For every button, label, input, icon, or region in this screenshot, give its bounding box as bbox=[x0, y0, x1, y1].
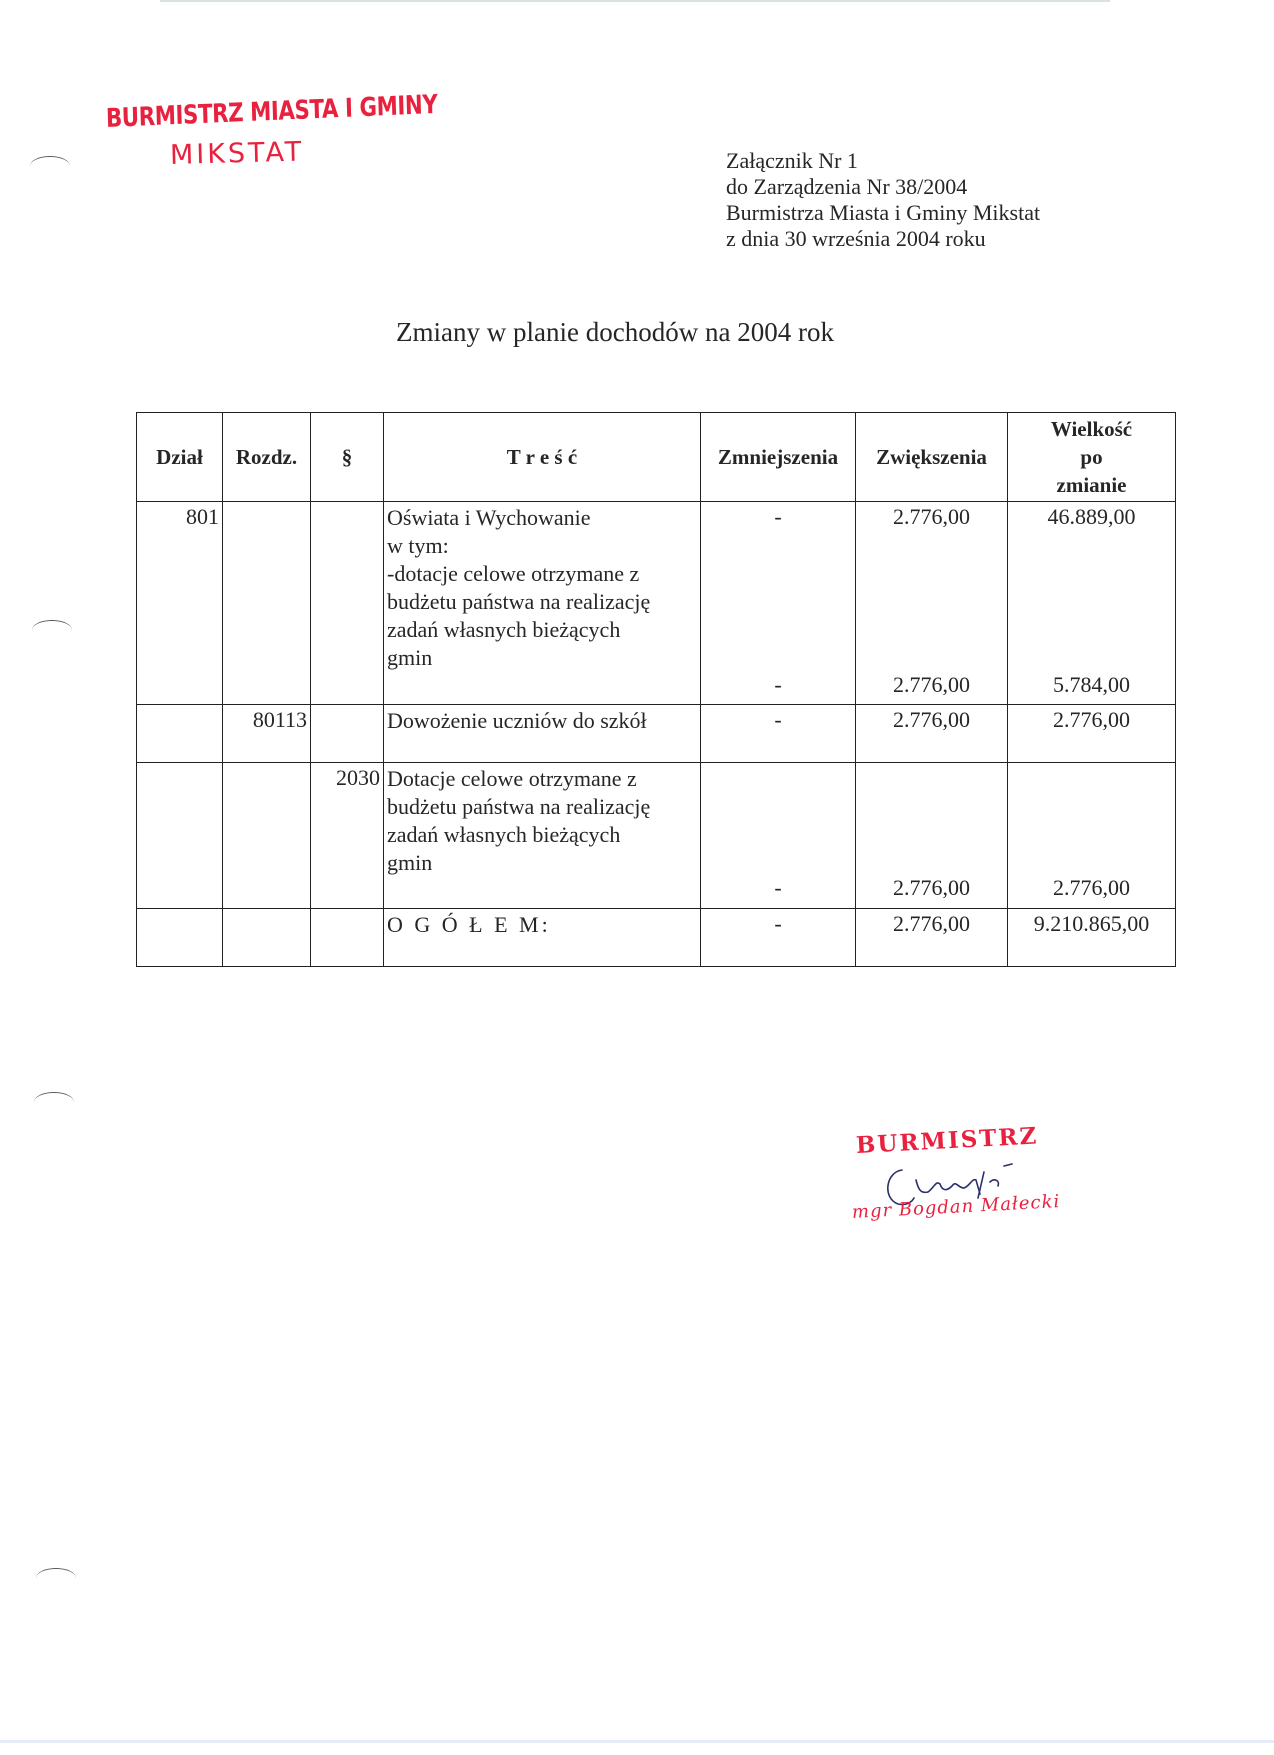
total-zmniejszenia: - bbox=[701, 909, 856, 967]
value: 2.776,00 bbox=[893, 875, 970, 900]
header-wielkosc-line-3: zmianie bbox=[1056, 473, 1127, 497]
cell-tresc: Dowożenie uczniów do szkół bbox=[384, 705, 701, 763]
tresc-line: zadań własnych bieżących bbox=[387, 617, 621, 642]
cell-rozdz bbox=[223, 763, 311, 909]
stamp-line-2: MIKSTAT bbox=[169, 136, 305, 171]
cell-wielkosc: 2.776,00 bbox=[1008, 705, 1176, 763]
header-wielkosc bbox=[1008, 413, 1176, 502]
punch-hole-mark bbox=[36, 1568, 76, 1588]
cell-tresc bbox=[384, 763, 701, 909]
signature-stamp-title: BURMISTRZ bbox=[855, 1122, 1039, 1159]
page-title: Zmiany w planie dochodów na 2004 rok bbox=[396, 317, 834, 347]
cell-zmniejszenia: - bbox=[701, 705, 856, 763]
cell-dzial bbox=[137, 705, 223, 763]
value: 2.776,00 bbox=[1053, 875, 1130, 900]
cell-dzial: 801 bbox=[137, 502, 223, 705]
header-zwiekszenia: Zwiększenia bbox=[856, 413, 1008, 502]
attachment-header bbox=[726, 148, 1040, 252]
value-top: 46.889,00 bbox=[1047, 504, 1136, 529]
table-header-row bbox=[137, 413, 1176, 502]
header-wielkosc-line-1: Wielkość bbox=[1050, 417, 1133, 441]
tresc-line: Dotacje celowe otrzymane z bbox=[387, 766, 637, 791]
header-line-4: z dnia 30 września 2004 roku bbox=[726, 226, 986, 251]
stamp-line-1: BURMISTRZ MIASTA I GMINY bbox=[105, 89, 438, 134]
cell-wielkosc bbox=[1008, 502, 1176, 705]
tresc-line: gmin bbox=[387, 850, 433, 875]
punch-hole-mark bbox=[32, 620, 72, 640]
total-wielkosc: 9.210.865,00 bbox=[1008, 909, 1176, 967]
cell-dzial bbox=[137, 909, 223, 967]
total-zwiekszenia: 2.776,00 bbox=[856, 909, 1008, 967]
table-row bbox=[137, 763, 1176, 909]
tresc-line: zadań własnych bieżących bbox=[387, 822, 621, 847]
mayor-office-stamp bbox=[105, 89, 438, 171]
cell-wielkosc bbox=[1008, 763, 1176, 909]
total-label: O G Ó Ł E M: bbox=[384, 909, 701, 967]
header-line-1: Załącznik Nr 1 bbox=[726, 148, 858, 173]
header-zmniejszenia: Zmniejszenia bbox=[701, 413, 856, 502]
header-dzial: Dział bbox=[137, 413, 223, 502]
header-line-2: do Zarządzenia Nr 38/2004 bbox=[726, 174, 968, 199]
tresc-line: Oświata i Wychowanie bbox=[387, 505, 591, 530]
punch-hole-mark bbox=[30, 156, 70, 176]
cell-rozdz bbox=[223, 909, 311, 967]
header-paragraf: § bbox=[311, 413, 384, 502]
signature-stamp bbox=[850, 1122, 1110, 1242]
signature-stamp-name: mgr Bogdan Małecki bbox=[851, 1191, 1061, 1223]
table-row bbox=[137, 502, 1176, 705]
scan-edge-line bbox=[160, 0, 1110, 2]
tresc-line: budżetu państwa na realizację bbox=[387, 794, 651, 819]
punch-hole-mark bbox=[34, 1092, 74, 1112]
tresc-line: w tym: bbox=[387, 533, 449, 558]
cell-dzial bbox=[137, 763, 223, 909]
cell-zwiekszenia bbox=[856, 763, 1008, 909]
cell-zmniejszenia bbox=[701, 763, 856, 909]
total-row bbox=[137, 909, 1176, 967]
cell-rozdz bbox=[223, 502, 311, 705]
tresc-line: -dotacje celowe otrzymane z bbox=[387, 561, 640, 586]
scan-edge-line-bottom bbox=[0, 1740, 1274, 1743]
value-bottom: 5.784,00 bbox=[1053, 672, 1130, 697]
header-wielkosc-line-2: po bbox=[1080, 445, 1103, 469]
cell-rozdz: 80113 bbox=[223, 705, 311, 763]
cell-zwiekszenia bbox=[856, 502, 1008, 705]
value-top: - bbox=[774, 504, 782, 529]
value: - bbox=[774, 875, 782, 900]
header-rozdz: Rozdz. bbox=[223, 413, 311, 502]
cell-paragraf: 2030 bbox=[311, 763, 384, 909]
cell-paragraf bbox=[311, 705, 384, 763]
header-tresc: T r e ś ć bbox=[384, 413, 701, 502]
value-bottom: - bbox=[774, 672, 782, 697]
header-line-3: Burmistrza Miasta i Gminy Mikstat bbox=[726, 200, 1041, 225]
cell-paragraf bbox=[311, 909, 384, 967]
cell-zmniejszenia bbox=[701, 502, 856, 705]
cell-zwiekszenia: 2.776,00 bbox=[856, 705, 1008, 763]
value-top: 2.776,00 bbox=[893, 504, 970, 529]
table-row bbox=[137, 705, 1176, 763]
value-bottom: 2.776,00 bbox=[893, 672, 970, 697]
cell-paragraf bbox=[311, 502, 384, 705]
tresc-line: gmin bbox=[387, 645, 433, 670]
income-changes-table bbox=[136, 412, 1176, 967]
cell-tresc bbox=[384, 502, 701, 705]
tresc-line: budżetu państwa na realizację bbox=[387, 589, 651, 614]
